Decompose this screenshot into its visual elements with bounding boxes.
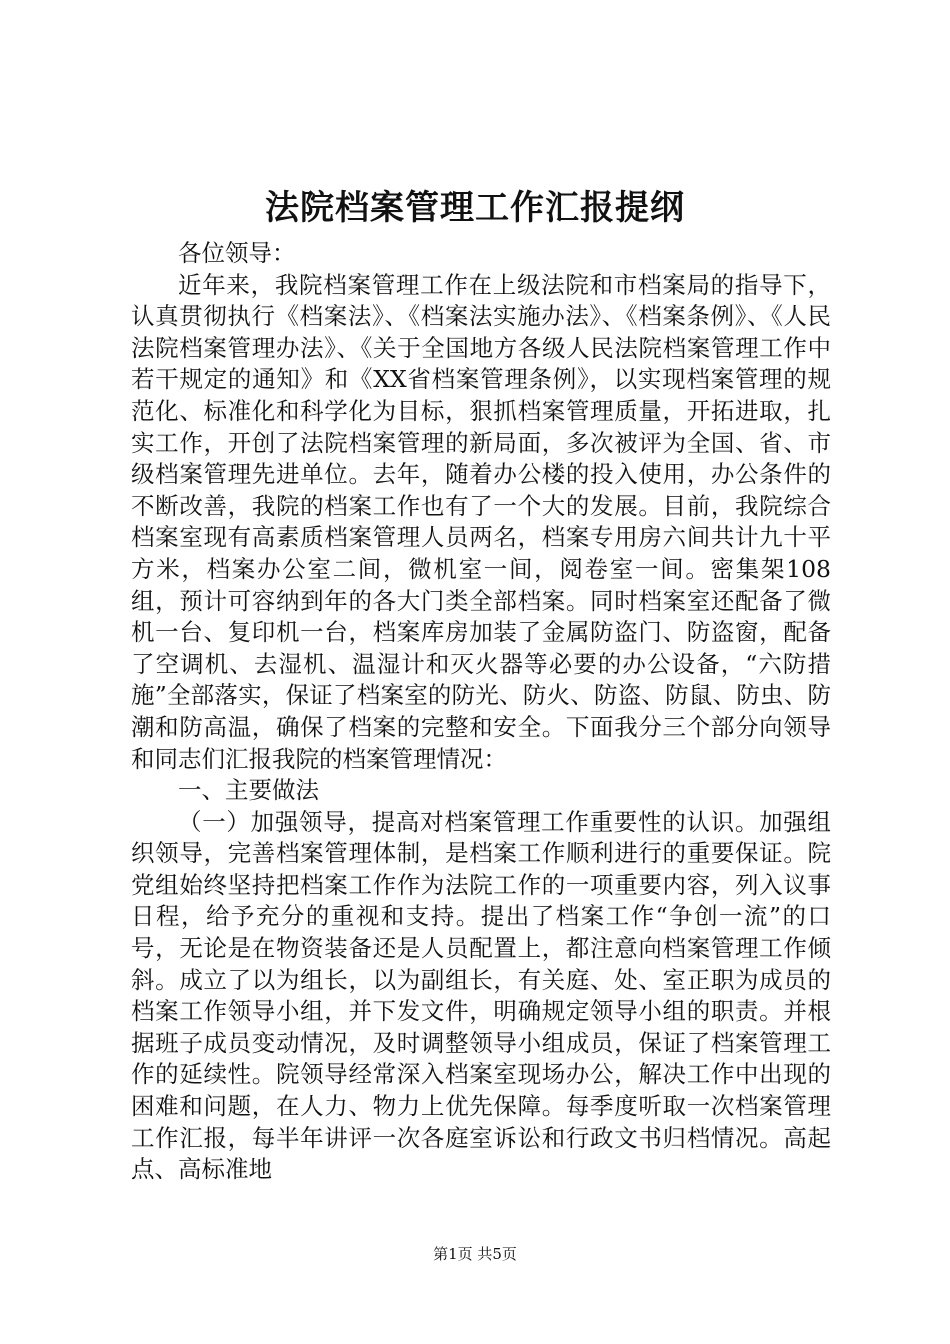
document-title: 法院档案管理工作汇报提纲 xyxy=(265,188,685,228)
document-body xyxy=(131,238,831,1186)
page-footer: 第1页 共5页 xyxy=(433,1245,517,1263)
subsection-paragraph: （一）加强领导，提高对档案管理工作重要性的认识。加强组织领导，完善档案管理体制，是档案工作顺利进行的重要保证。院党组始终坚持把档案工作作为法院工作的一项重要内容，列入议事日程，给予充分的重视和支持。提出了档案工作“争创一流”的口号，无论是在物资装备还是人员配置上，都注意向档案管理工作倾斜。成立了以为组长，以为副组长，有关庭、处、室正职为成员的档案工作领导小组，并下发文件，明确规定领导小组的职责。并根据班子成员变动情况，及时调整领导小组成员，保证了档案管理工作的延续性。院领导经常深入档案室现场办公，解决工作中出现的困难和问题，在人力、物力上优先保障。每季度听取一次档案管理工作汇报，每半年讲评一次各庭室诉讼和行政文书归档情况。高起点、高标准地 xyxy=(131,807,831,1184)
section-heading: 一、主要做法 xyxy=(178,776,319,805)
salutation-paragraph: 各位领导： xyxy=(178,239,296,267)
intro-paragraph: 近年来，我院档案管理工作在上级法院和市档案局的指导下，认真贯彻执行《档案法》、《档案法实施办法》、《档案条例》、《人民法院档案管理办法》、《关于全国地方各级人民法院档案管理工作中若干规定的通知》和《XX省档案管理条例》，以实现档案管理的规范化、标准化和科学化为目标，狠抓档案管理质量，开拓进取，扎实工作，开创了法院档案管理的新局面，多次被评为全国、省、市级档案管理先进单位。去年，随着办公楼的投入使用，办公条件的不断改善，我院的档案工作也有了一个大的发展。目前，我院综合档案室现有高素质档案管理人员两名，档案专用房六间共计九十平方米，档案办公室二间，微机室一间，阅卷室一间。密集架108组，预计可容纳到年的各大门类全部档案。同时档案室还配备了微机一台、复印机一台，档案库房加装了金属防盗门、防盗窗，配备了空调机、去湿机、温湿计和灭火器等必要的办公设备，“六防措施”全部落实，保证了档案室的防光、防火、防盗、防鼠、防虫、防潮和防高温，确保了档案的完整和安全。下面我分三个部分向领导和同志们汇报我院的档案管理情况： xyxy=(131,270,831,773)
